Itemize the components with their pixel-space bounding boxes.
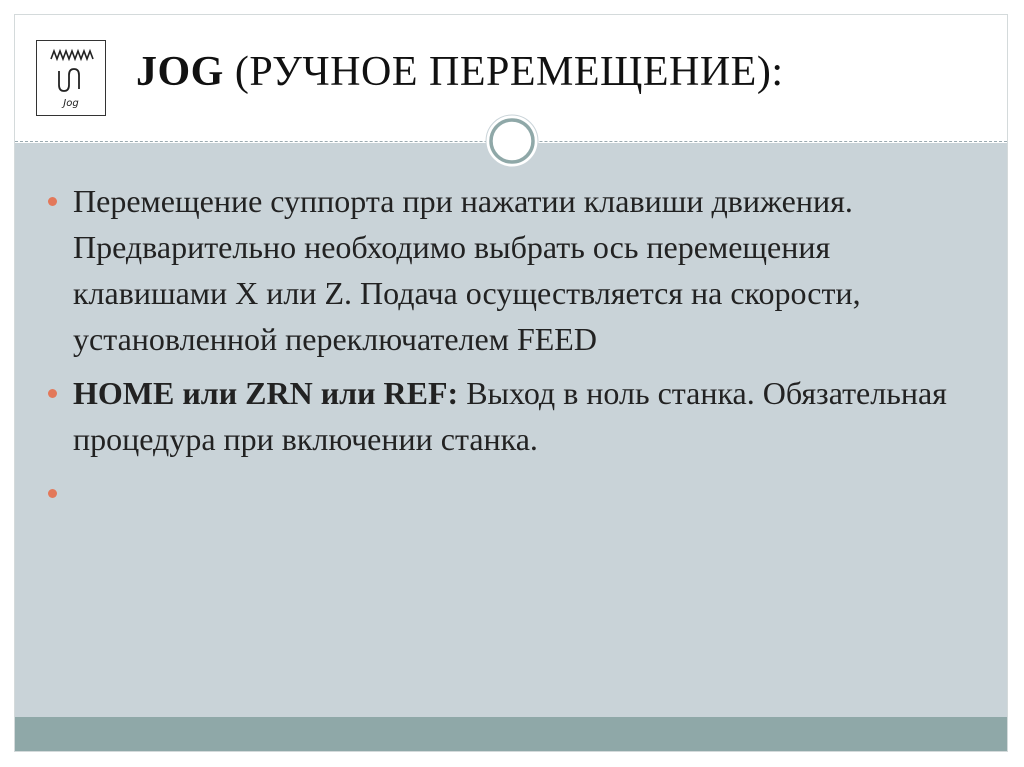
title-bold: JOG — [136, 49, 224, 95]
bullet-text: Перемещение суппорта при нажатии клавиши движения. Предварительно необходимо выбрать ось перемещения клавишами X или Z. Подача осуществляется на скорости, установленной переключателем FEED — [73, 183, 861, 357]
footer-bar — [15, 717, 1007, 751]
bullet-item — [46, 370, 966, 462]
bullet-list — [46, 178, 966, 524]
bullet-item — [46, 178, 966, 362]
logo-label: Jog — [63, 98, 79, 109]
title-rest: (РУЧНОЕ ПЕРЕМЕЩЕНИЕ): — [223, 49, 784, 95]
bullet-bold: HOME или ZRN или REF: — [73, 375, 459, 411]
jog-logo — [36, 40, 106, 116]
bullet-item — [46, 470, 966, 516]
circle-ornament-icon — [484, 113, 540, 169]
bullet-dot-icon — [48, 197, 57, 206]
bullet-text: Выход в ноль станка. Обязательная процедура при включении станка. — [73, 375, 947, 457]
bullet-dot-icon — [48, 389, 57, 398]
bullet-dot-icon — [48, 489, 57, 498]
slide-title — [136, 48, 784, 96]
